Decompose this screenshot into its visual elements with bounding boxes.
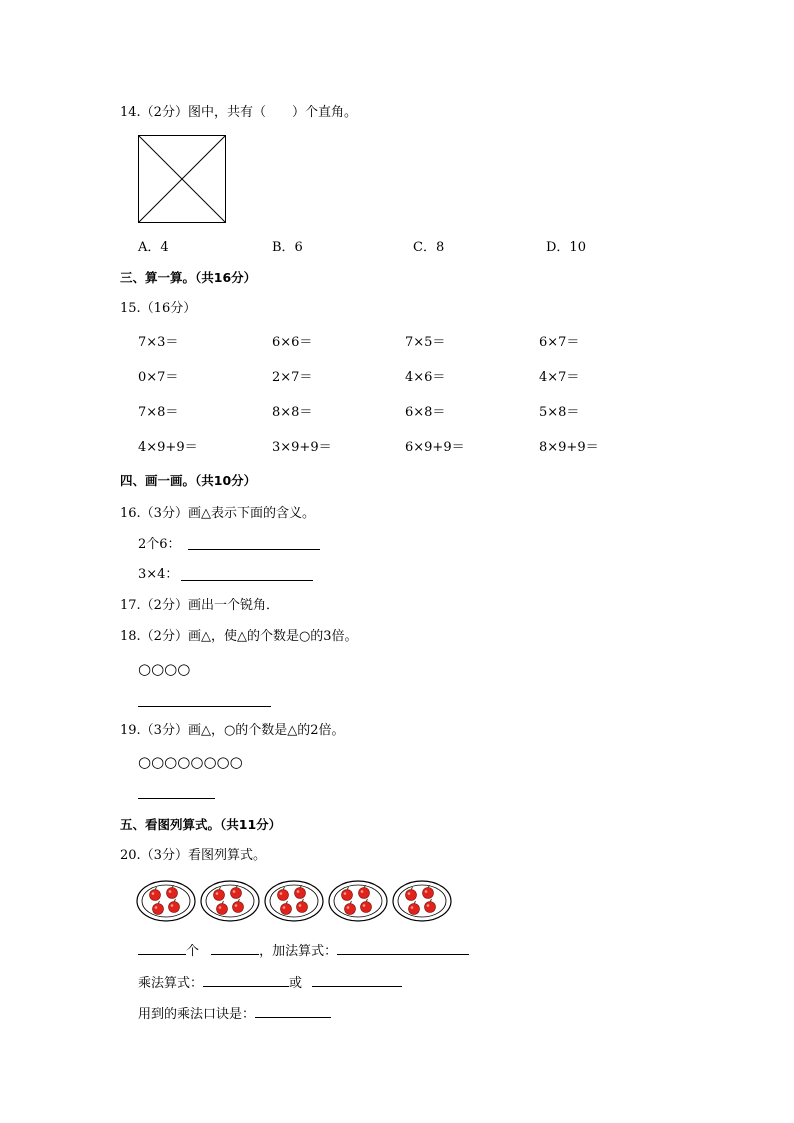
q20-line3-label: 用到的乘法口诀是：: [138, 1007, 256, 1022]
q16-answer-line-1[interactable]: [188, 549, 320, 550]
q20-blank-each[interactable]: [211, 942, 259, 955]
q14-option-c: C．8: [413, 240, 445, 255]
q20-blank-rhyme[interactable]: [255, 1005, 331, 1018]
calc-item: 5×8＝: [539, 405, 580, 420]
apple-plate: [201, 881, 259, 921]
q14-option-a: A．4: [138, 240, 169, 255]
q16-line1-label: 2个6：: [138, 537, 181, 552]
calc-item: 8×8＝: [272, 405, 313, 420]
section4-heading: 四、画一画。（共10分）: [120, 473, 257, 488]
q20-line1-label2: ，加法算式：: [259, 944, 338, 959]
q20-line2-or: 或: [289, 976, 303, 991]
q19-answer-line[interactable]: [138, 798, 215, 799]
q18-circles: ○○○○: [138, 660, 191, 678]
q19-circles: ○○○○○○○○: [138, 753, 243, 771]
q14-option-b: B．6: [272, 240, 303, 255]
q20-blank-addition[interactable]: [337, 942, 469, 955]
q20-blank-count[interactable]: [138, 942, 186, 955]
q19-stem: 19.（3分）画△，○的个数是△的2倍。: [120, 723, 345, 738]
q20-blank-mult-2[interactable]: [312, 974, 402, 987]
calc-item: 4×9+9＝: [138, 440, 198, 455]
calc-item: 4×7＝: [539, 370, 580, 385]
calc-item: 6×6＝: [272, 335, 313, 350]
q20-line1-mid: 个: [186, 944, 200, 959]
section5-heading: 五、看图列算式。（共11分）: [120, 817, 282, 832]
q14-stem: 14.（2分）图中，共有（ ）个直角。: [120, 105, 357, 120]
q20-blank-mult-1[interactable]: [203, 974, 289, 987]
q16-line2-label: 3×4：: [138, 567, 179, 582]
apple-plates-figure: [136, 878, 460, 924]
q16-stem: 16.（3分）画△表示下面的含义。: [120, 506, 315, 521]
calc-item: 7×5＝: [405, 335, 446, 350]
calc-item: 3×9+9＝: [272, 440, 332, 455]
calc-item: 6×7＝: [539, 335, 580, 350]
calc-item: 8×9+9＝: [539, 440, 599, 455]
apple-plate: [393, 881, 451, 921]
q14-option-d: D．10: [546, 240, 586, 255]
apple-plate: [329, 881, 387, 921]
q20-stem: 20.（3分）看图列算式。: [120, 848, 266, 863]
section3-heading: 三、算一算。（共16分）: [120, 270, 257, 285]
calc-item: 4×6＝: [405, 370, 446, 385]
q15-stem: 15.（16分）: [120, 301, 197, 316]
calc-item: 7×8＝: [138, 405, 179, 420]
apple-plate: [137, 881, 195, 921]
q17-stem: 17.（2分）画出一个锐角．: [120, 598, 279, 613]
q20-line3: [138, 1005, 331, 1023]
square-diagonals-figure: [138, 135, 226, 223]
q20-line1: [138, 942, 469, 960]
calc-item: 6×8＝: [405, 405, 446, 420]
calc-item: 2×7＝: [272, 370, 313, 385]
q20-line2-label: 乘法算式：: [138, 976, 204, 991]
calc-item: 7×3＝: [138, 335, 179, 350]
calc-item: 0×7＝: [138, 370, 179, 385]
q20-line2: [138, 974, 402, 992]
q16-answer-line-2[interactable]: [181, 580, 313, 581]
q18-stem: 18.（2分）画△，使△的个数是○的3倍。: [120, 629, 358, 644]
q18-answer-line[interactable]: [138, 706, 271, 707]
apple-plate: [265, 881, 323, 921]
calc-item: 6×9+9＝: [405, 440, 465, 455]
